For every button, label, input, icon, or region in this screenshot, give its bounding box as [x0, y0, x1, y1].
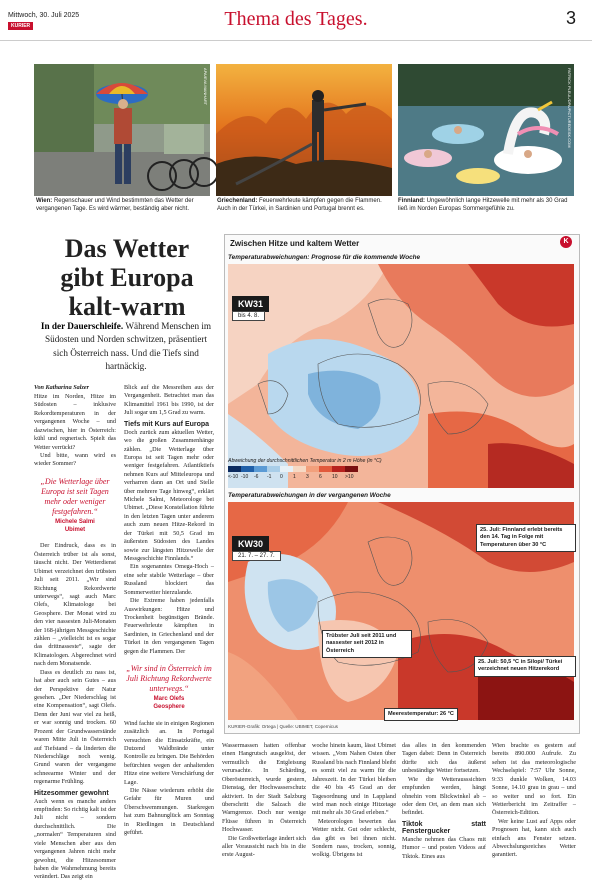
legend-swatch: [267, 466, 280, 472]
photo-finland-lake: [398, 64, 574, 196]
paragraph: Auch wenn es manche anders empfinden: So richtig kalt ist der Juli nicht – sondern durchschnittlich. Die „normalen“ Temperaturen sind viele Menschen aber aus den vergangenen Jahren nicht mehr gewohnt, die Hitzesommer haben die Wahrnehmung bereits verändert. Das zeigt ein: [34, 797, 116, 881]
legend-swatch: [306, 466, 319, 472]
paragraph: woche hinein kaum, lässt Ubimet wissen. „Vom Nahen Osten über Russland bis nach Finnland bleibt es somit viel zu warm für die Jahreszeit. In der Türkei bleiben die 40 bis 45 Grad an der Tagesordnung und in Lappland wird man noch einige Hitzetage mit mehr als 30 Grad erleben.“: [312, 742, 396, 817]
callout-sea-temperature: Meerestemperatur: 26 °C: [384, 708, 458, 721]
legend-label: <-10: [228, 474, 239, 480]
callout-finland: 25. Juli: Finnland erlebt bereits den 14. Tag in Folge mit Temperaturen über 30 °C: [476, 524, 576, 552]
article-headline: Das Wetter gibt Europa kalt-warm: [60, 234, 194, 322]
paragraph: Die Nässe wiederum erhöht die Gefahr für Muren und Überschwemmungen. Starkregen hat zum Bahnunglück am Sonntag in Riedlingen in Deutschland geführt.: [124, 787, 214, 837]
photo-vienna-rain: [34, 64, 210, 196]
quote-author: Michele Salmi Ubimet: [55, 518, 95, 533]
legend-label: 6: [319, 474, 322, 480]
legend-label: -10: [241, 474, 249, 480]
photo-credit: PATRICK PLEUL/DPA/PICTUREDESK.COM: [567, 68, 572, 148]
pull-quote: „Wir sind in Österreich im Juli Richtung Rekordwerte unterwegs.“: [126, 664, 212, 694]
paragraph: Der Eindruck, dass es in Österreich trüber ist als sonst, täuscht nicht. Der Wetterdienst Ubimet verzeichnet den trübsten Juli seit 2011. „Wir sind Richtung Rekordwerte unterwegs“, sagt auch Marc Olefs, Klimatologe bei Geosphere. Der Monat wird zu den vier nassesten Juli-Monaten der 168-jährigen Messgeschichte zählen – „vielleicht ist es sogar das drittnasseste“, sagte der Klimatologen. Abgerechnet wird nach dem Monatsende.: [34, 542, 116, 668]
photo-caption-vienna: Wien: Regenschauer und Wind bestimmten das Wetter der vergangenen Tage. Es wird wärmer, beständig aber nicht.: [36, 198, 194, 213]
legend-label: >10: [345, 474, 354, 480]
callout-turkey: 25. Juli: 50,5 °C in Silopi/ Türkei verzeichnet neuen Hitzerekord: [474, 656, 576, 677]
legend-swatch: [241, 466, 254, 472]
photo-caption-finland: Finnland: Ungewöhnlich lange Hitzewelle mit mehr als 30 Grad ließ im Norden Europas Sommergefühle zu.: [398, 198, 568, 213]
article-lead: In der Dauerschleife. Während Menschen im Südosten und Norden schwitzen, präsentiert sich Österreich nass. Und die Tiefs sind hartnäckig.: [40, 321, 212, 372]
section-title: Thema des Tages.: [224, 8, 368, 30]
legend-labels: [228, 474, 428, 480]
paragraph: Ein sogenanntes Omega-Hoch – eine sehr stabile Wetterlage – über Russland blockiert das Sommerwetter hierzulande.: [124, 563, 214, 596]
paragraph: Blick auf die Messreihen aus der Vergangenheit. Betrachtet man das Klimamittel 1961 bis 1990, ist der Juli sogar um 1,5 Grad zu warm.: [124, 384, 214, 417]
issue-date: Mittwoch, 30. Juli 2025: [8, 12, 80, 19]
quote-author: Marc Olefs Geosphere: [153, 696, 185, 710]
article-column-5: [402, 742, 486, 870]
header-divider: [0, 40, 592, 41]
graphic-title: Zwischen Hitze und kaltem Wetter: [230, 239, 360, 248]
kurier-k-logo: K: [560, 236, 572, 248]
kw-range-forecast: bis 4. 8.: [232, 311, 265, 321]
legend-label: -1: [267, 474, 272, 480]
paragraph: Wer keine Lust auf Apps oder Prognosen hat, kann sich auch einfach ans Fenster setzen. Abwechslungsreiches Wetter garantiert.: [492, 817, 576, 859]
article-column-4: [312, 742, 396, 870]
subheading: Hitzesommer gewohnt: [34, 789, 109, 797]
paragraph: Manche nehmen das Chaos mit Humor – und posten Videos auf Tiktok. Eines aus: [402, 835, 486, 860]
photo-greece-fire: [216, 64, 392, 196]
legend-swatch: [228, 466, 241, 472]
legend-label: 1: [293, 474, 296, 480]
newspaper-logo: KURIER: [8, 22, 33, 30]
paragraph: Wind fachte sie in einigen Regionen zusätzlich an. In Portugal versuchten die Einsatzkräfte, ein Dutzend Waldbrände unter Kontrolle zu bringen. Die Behörden befürchten wegen der anhaltenden Hitze eine weitere Verschärfung der Lage.: [124, 719, 214, 786]
paragraph: Die Extreme haben jedenfalls Auswirkungen: Hitze und Trockenheit begünstigen Brände. Feuerwehrleute kämpften in Sardinien, in Griechenland und der Türkei in den vergangenen Tagen gegen die Flammen. Der: [124, 597, 214, 655]
kw-range-past-week: 21. 7. – 27. 7.: [232, 551, 281, 561]
kw-label-past-week: KW30: [232, 536, 269, 552]
legend-swatch: [319, 466, 332, 472]
paragraph: Wie die Wetterausssichten empfunden werden, hängt ohnehin vom Blickwinkel ab – oder dem Ort, an dem man sich befindet.: [402, 775, 486, 817]
photo-credit: APA/EVA MANHART: [203, 68, 208, 106]
legend-title: Abweichung der durchschnittlichen Temperatur in 2 m Höhe (in °C): [228, 458, 382, 464]
byline: Von Katharina Salzer: [34, 384, 90, 391]
paragraph: Und bitte, wann wird es wieder Sommer?: [34, 451, 116, 468]
legend-swatch: [293, 466, 306, 472]
callout-austria: Trübster Juli seit 2011 und nassester seit 2012 in Österreich: [322, 630, 412, 658]
paragraph: Doch zurück zum aktuellen Wetter, wo die großen Zusammenhänge zählen. „Die Wetterlage über Europa ist seit Tagen mehr oder weniger festgefahren. Atlantiktiefs nehmen Kurs auf Mitteleuropa und verharren dann an Ort und Stelle über mehrere Tage hinweg“, erklärt Michele Salmi, Meteorologe bei Ubimet. „Diese Konstellation führte in den letzten Tagen unter anderem auch zum neuen Hitze-Rekord in der Türkei mit 50,5 Grad im äußersten Südosten des Landes sowie zur längsten Hitzewelle der Messgeschichte Finnlands.“: [124, 428, 214, 563]
legend-color-scale: [228, 466, 428, 472]
legend-swatch: [280, 466, 293, 472]
legend-swatch: [332, 466, 345, 472]
article-column-1: [34, 384, 116, 881]
paragraph: Dass es deutlich zu nass ist, hat aber auch sein Gutes – aus der Perspektive der Natur gesehen. „Der Niederschlag ist eine Kompensation“, sagt Olefs. Denn der Juni war viel zu heiß, er war sonnig und trocken. 60 Prozent der Grundwasserstände waren Mitte Juli in Österreich auf Tiefstand – da linderten die Niederschläge noch wenig. Grund waren der vergangene schneearme Winter und der regenarme Frühling.: [34, 668, 116, 786]
paragraph: Hitze im Norden, Hitze im Südosten – inklusive Rekordtemperaturen in der vergangenen Woche – und dazwischen, hier in Österreich: kühl und regnerisch. Spielt das Wetter verrückt?: [34, 393, 116, 451]
article-column-2: [124, 384, 214, 870]
legend-swatch: [254, 466, 267, 472]
subheading: Tiktok statt Fenstergucker: [402, 820, 486, 835]
legend-swatch: [345, 466, 358, 472]
legend-label: 3: [306, 474, 309, 480]
subheading: Tiefs mit Kurs auf Europa: [124, 420, 210, 428]
page-number: 3: [565, 8, 576, 28]
paragraph: Die Großwetterlage ändert sich aller Voraussicht nach bis in die erste August-: [222, 834, 306, 859]
graphic-subtitle-past-week: Temperaturabweichungen in der vergangenen Woche: [228, 492, 391, 499]
graphic-credit: KURIER-Grafik: Ortega | Quelle: UBIMET, Copernicus: [228, 724, 338, 729]
photo-caption-greece: Griechenland: Feuerwehrleute kämpfen gegen die Flammen. Auch in der Türkei, in Sardinien und Portugal brennt es.: [217, 198, 382, 213]
temperature-legend: [228, 458, 428, 480]
graphic-subtitle-forecast: Temperaturabweichungen: Prognose für die kommende Woche: [228, 254, 421, 261]
forecast-anomaly-map: [228, 264, 574, 488]
article-column-6: [492, 742, 576, 870]
paragraph: Wien brachte es gestern auf bereits 890.000 Aufrufe. Zu sehen ist das meteorologische Wechselspiel: 7:57 Uhr Sonne, 9:33 dunkle Wolken, 14.03 Sonne, 14.10 grau in grau – und so weiter und so fort. Ein Wetterbericht im Zeitraffer – Österreich-Edition.: [492, 742, 576, 817]
pull-quote: „Die Wetterlage über Europa ist seit Tagen mehr oder weniger festgefahren.“: [40, 476, 110, 516]
paragraph: Wassermassen hatten offenbar einen Hangrutsch ausgelöst, der vermutlich die Entgleisung verursachte. In Schärding, Oberösterreich, wurde gestern, Dienstag, der Hochwasserschutz aktiviert. In der Stadt Salzburg überschritt die Salzach die Warngrenze. Doch nur wenige Flüsse führen in Österreich Hochwasser.: [222, 742, 306, 834]
legend-label: 0: [280, 474, 283, 480]
paragraph: Meteorologen bewerten das Wetter nicht. Gut oder schlecht, das gibt es bei ihnen nicht. Sondern nass, trocken, sonnig, wolkig. Übrigens ist: [312, 817, 396, 859]
legend-label: -6: [254, 474, 259, 480]
kw-label-forecast: KW31: [232, 296, 269, 312]
paragraph: das alles in den kommenden Tagen dabei: Denn in Österreich dürfte sich das äußerst unbeständige Wetter fortsetzen.: [402, 742, 486, 775]
article-column-3: [222, 742, 306, 870]
legend-label: 10: [332, 474, 338, 480]
